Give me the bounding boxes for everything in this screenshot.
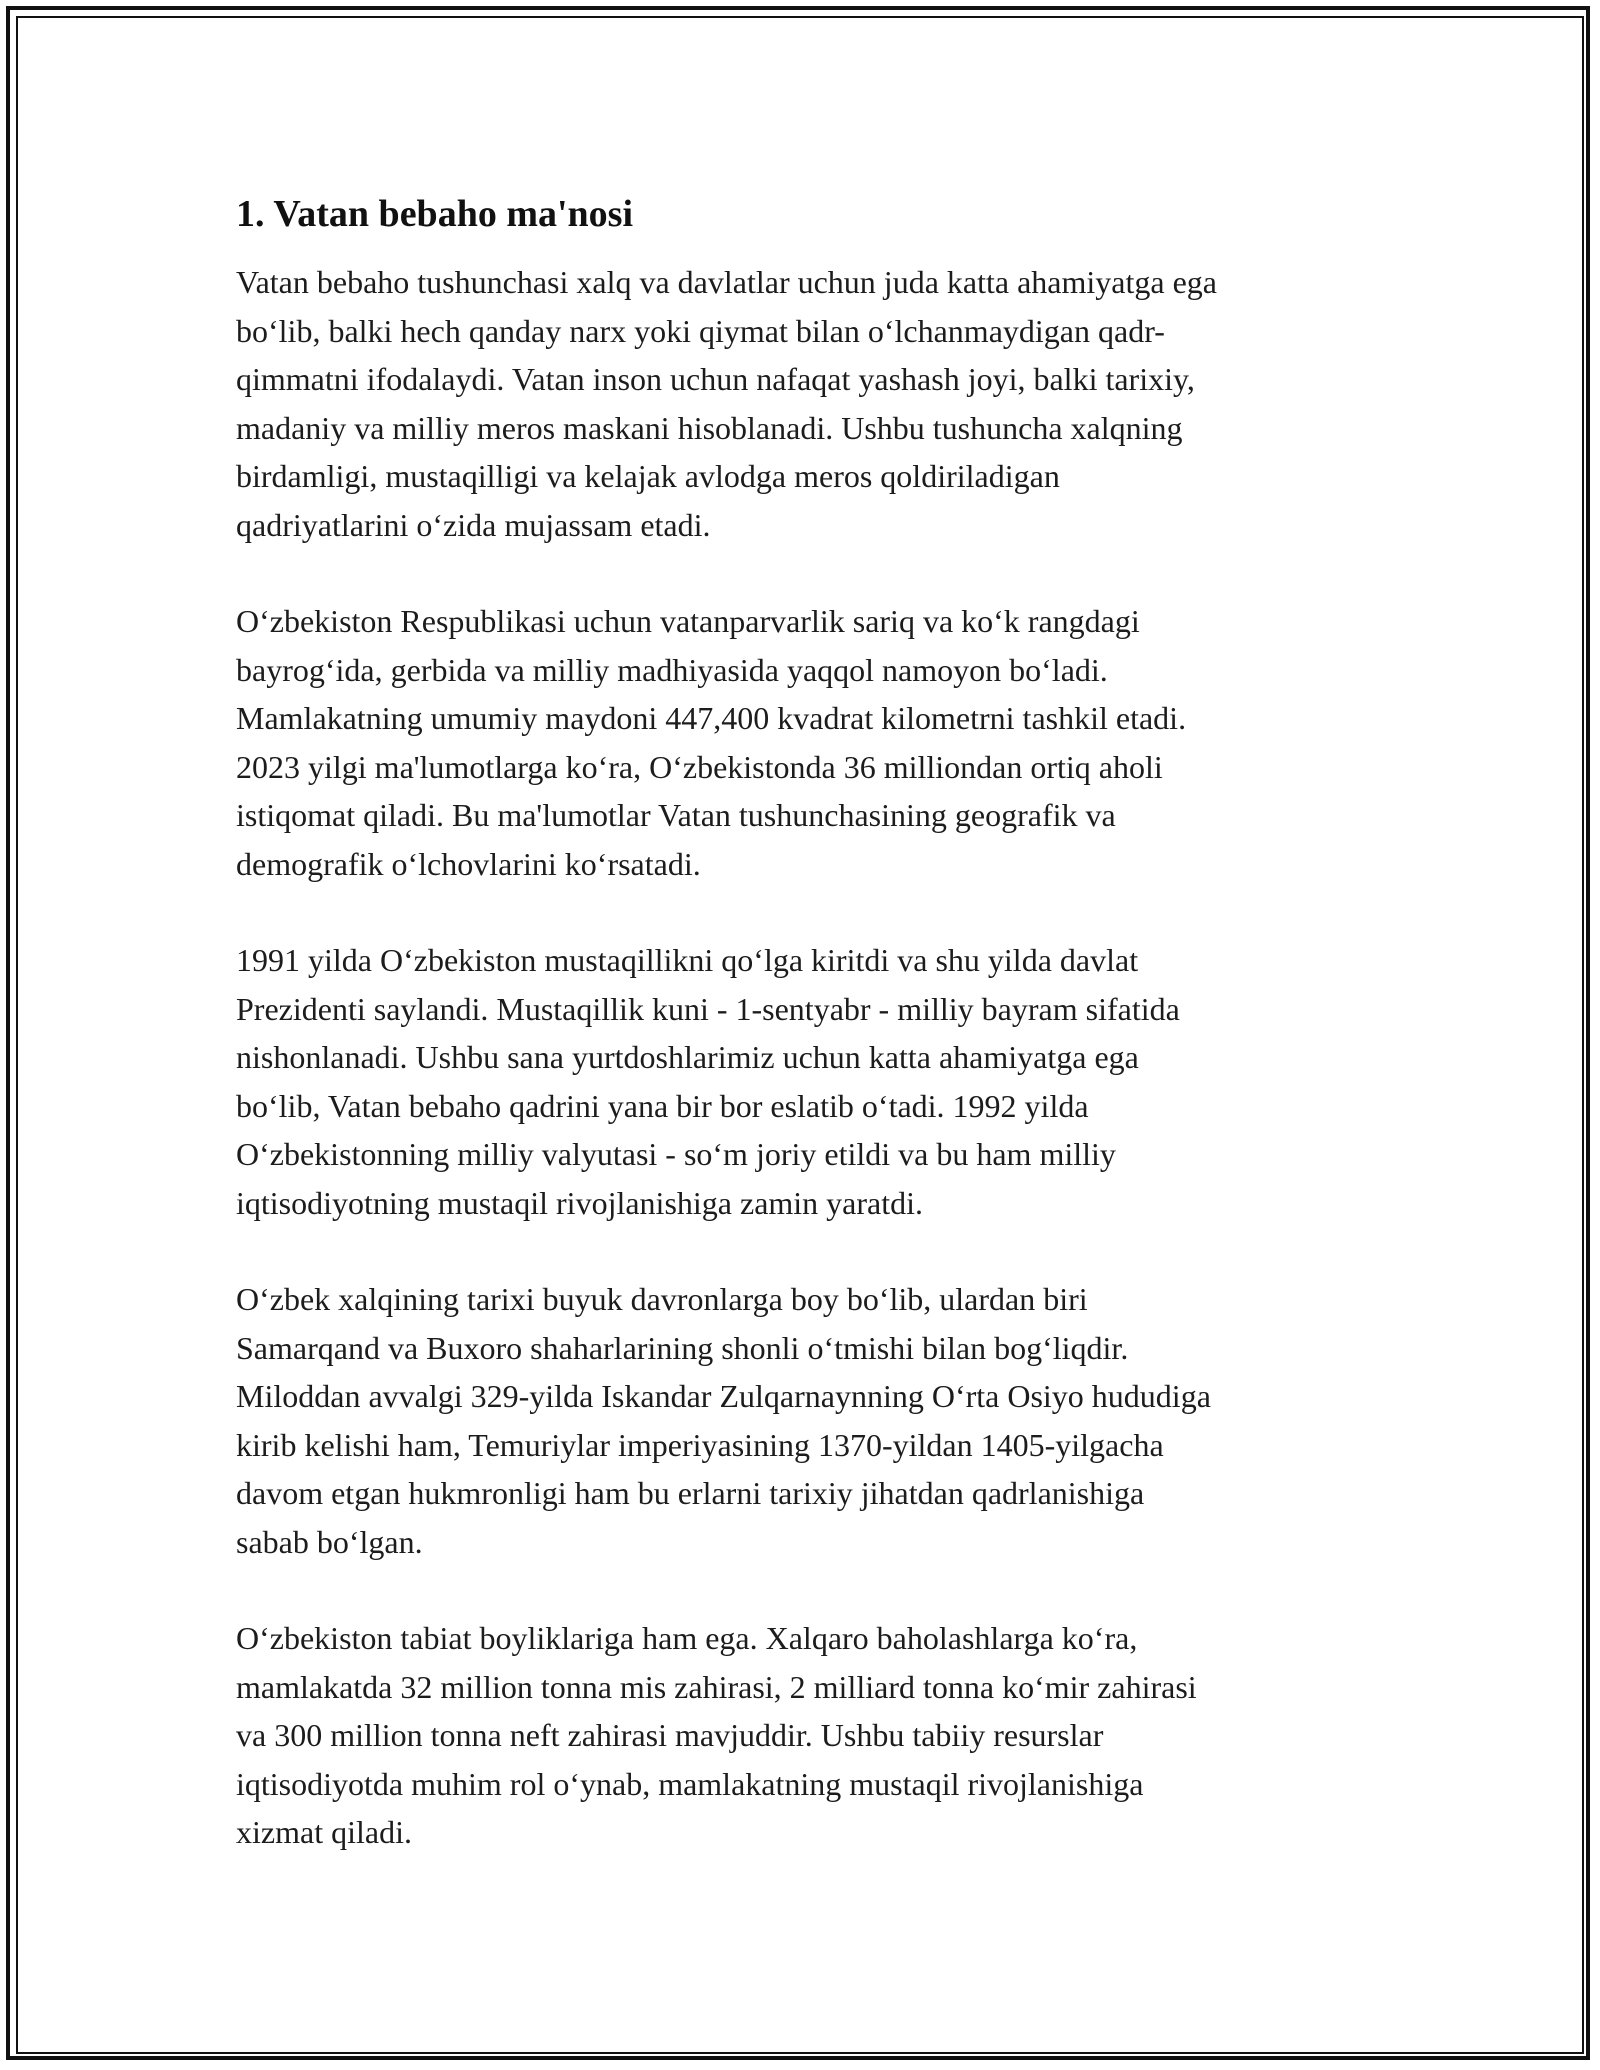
paragraph-line: demografik o‘lchovlarini ko‘rsatadi. [236,845,701,882]
paragraph-line: Miloddan avvalgi 329-yilda Iskandar Zulqarnaynning O‘rta Osiyo hududiga [236,1378,1211,1414]
paragraph-line: bo‘lib, balki hech qanday narx yoki qiymat bilan o‘lchanmaydigan qadr- [236,312,1165,349]
paragraph-1 [236,258,1376,549]
paragraph-line: O‘zbekiston tabiat boyliklariga ham ega. Xalqaro baholashlarga ko‘ra, [236,1620,1138,1656]
paragraph-line: Prezidenti saylandi. Mustaqillik kuni - 1-sentyabr - milliy bayram sifatida [236,990,1180,1027]
paragraph-line: davom etgan hukmronligi ham bu erlarni tarixiy jihatdan qadrlanishiga [236,1475,1145,1511]
paragraph-line: 1991 yilda O‘zbekiston mustaqillikni qo‘lga kiritdi va shu yilda davlat [236,942,1139,978]
paragraph-line: Samarqand va Buxoro shaharlarining shonli o‘tmishi bilan bog‘liqdir. [236,1329,1129,1366]
paragraph-line: bo‘lib, Vatan bebaho qadrini yana bir bor eslatib o‘tadi. 1992 yilda [236,1087,1089,1124]
paragraph-line: sabab bo‘lgan. [236,1523,423,1560]
paragraph-line: qimmatni ifodalaydi. Vatan inson uchun nafaqat yashash joyi, balki tarixiy, [236,361,1195,397]
section-heading: 1. Vatan bebaho ma'nosi [236,193,634,235]
paragraph-5 [236,1614,1376,1857]
paragraph-line: birdamligi, mustaqilligi va kelajak avlodga meros qoldiriladigan [236,458,1060,494]
paragraph-line: kirib kelishi ham, Temuriylar imperiyasining 1370-yildan 1405-yilgacha [236,1426,1164,1463]
paragraph-line: O‘zbekistonning milliy valyutasi - so‘m joriy etildi va bu ham milliy [236,1136,1116,1172]
paragraph-line: bayrog‘ida, gerbida va milliy madhiyasida yaqqol namoyon bo‘ladi. [236,651,1108,688]
paragraph-line: iqtisodiyotda muhim rol o‘ynab, mamlakatning mustaqil rivojlanishiga [236,1765,1144,1802]
paragraph-line: mamlakatda 32 million tonna mis zahirasi, 2 milliard tonna ko‘mir zahirasi [236,1668,1197,1705]
paragraph-line: 2023 yilgi ma'lumotlarga ko‘ra, O‘zbekistonda 36 milliondan ortiq aholi [236,748,1163,785]
paragraph-line: qadriyatlarini o‘zida mujassam etadi. [236,506,711,543]
paragraph-line: O‘zbek xalqining tarixi buyuk davronlarga boy bo‘lib, ulardan biri [236,1281,1088,1317]
paragraph-line: va 300 million tonna neft zahirasi mavjuddir. Ushbu tabiiy resurslar [236,1717,1104,1753]
paragraph-4 [236,1275,1376,1566]
paragraph-line: Vatan bebaho tushunchasi xalq va davlatlar uchun juda katta ahamiyatga ega [236,264,1217,300]
paragraph-line: iqtisodiyotning mustaqil rivojlanishiga zamin yaratdi. [236,1184,924,1221]
paragraph-line: O‘zbekiston Respublikasi uchun vatanparvarlik sariq va ko‘k rangdagi [236,603,1140,639]
paragraph-3 [236,936,1376,1227]
paragraph-line: nishonlanadi. Ushbu sana yurtdoshlarimiz uchun katta ahamiyatga ega [236,1039,1139,1075]
paragraph-list [236,258,1376,1857]
paragraph-2 [236,597,1376,888]
paragraph-line: istiqomat qiladi. Bu ma'lumotlar Vatan tushunchasining geografik va [236,797,1116,833]
document-body [236,188,1376,1905]
paragraph-line: xizmat qiladi. [236,1814,412,1850]
paragraph-line: Mamlakatning umumiy maydoni 447,400 kvadrat kilometrni tashkil etadi. [236,700,1187,736]
paragraph-line: madaniy va milliy meros maskani hisoblanadi. Ushbu tushuncha xalqning [236,409,1183,446]
